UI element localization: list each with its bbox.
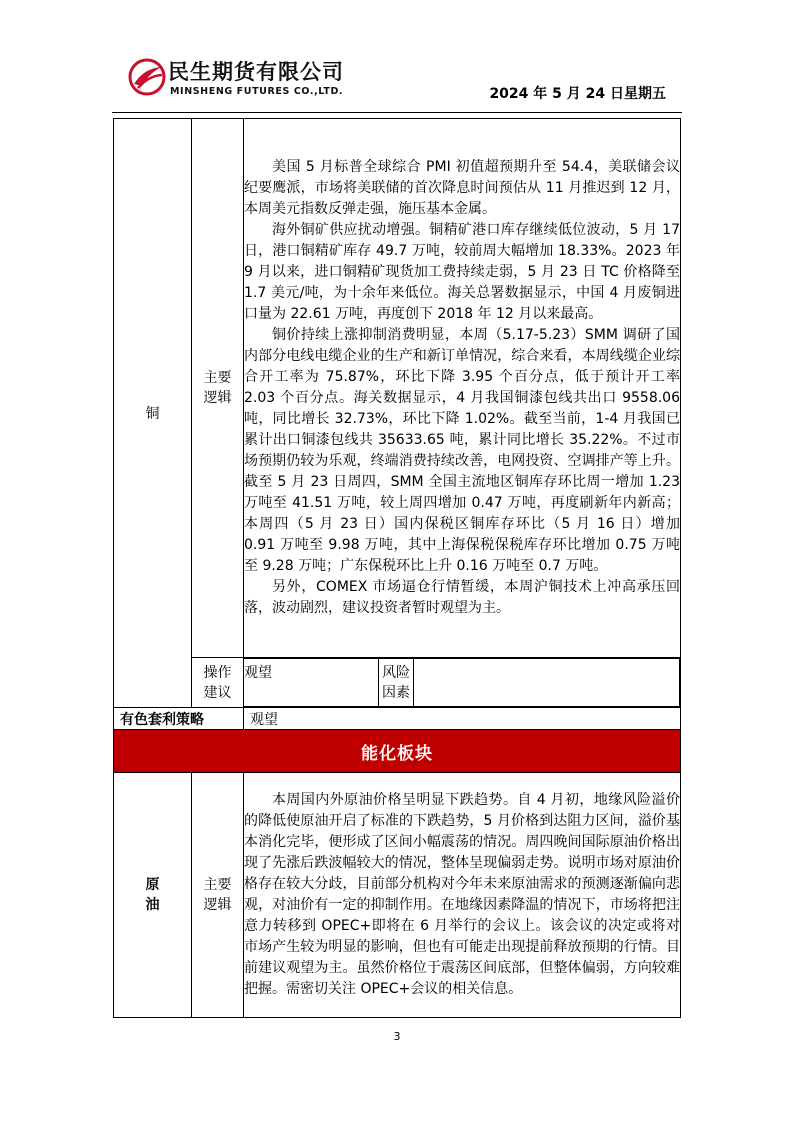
risk-value: [414, 659, 680, 707]
operation-risk-subtable: [244, 658, 680, 707]
section-banner: 能化板块: [114, 730, 681, 773]
report-date: 2024 年 5 月 24 日星期五: [489, 86, 666, 102]
copper-paragraph: 美国 5 月标普全球综合 PMI 初值超预期升至 54.4，美联储会议纪要鹰派，市场将美联储的首次降息时间预估从 11 月推迟到 12 月，本周美元指数反弹走强，施压基本金属。: [244, 159, 680, 217]
copper-paragraph: 另外，COMEX 市场逼仓行情暂缓，本周沪铜技术上冲高承压回落，波动剧烈，建议投资者暂时观望为主。: [244, 579, 680, 616]
arbitrage-row: [114, 708, 681, 730]
copper-logic-label-cell: [192, 119, 244, 658]
crude-paragraph: 本周国内外原油价格呈明显下跌趋势。自 4 月初，地缘风险溢价的降低使原油开启了标准的下跌趋势，5 月价格到达阻力区间，溢价基本消化完毕，便形成了区间小幅震荡的情况。周四晚间国际原油价格出现了先涨后跌波幅较大的情况，整体呈现偏弱走势。说明市场对原油价格存在较大分歧，目前部分机构对今年未来原油需求的预测逐渐偏向悲观，对油价有一定的抑制作用。在地缘因素降温的情况下，市场将把注意力转移到 OPEC+即将在 6 月举行的会议上。该会议的决定或将对市场产生较为明显的影响，但也有可能走出现提前释放预期的行情。目前建议观望为主。虽然价格位于震荡区间底部，但整体偏弱，方向较难把握。需密切关注 OPEC+会议的相关信息。: [244, 792, 680, 997]
copper-paragraph: 铜价持续上涨抑制消费明显，本周（5.17-5.23）SMM 调研了国内部分电线电缆企业的生产和新订单情况，综合来看，本周线缆企业综合开工率为 75.87%，环比下降 3.95 个百分点，低于预计开工率 2.03 个百分点。海关数据显示，4 月我国铜漆包线共出口 9558.06 吨，同比增长 32.73%，环比下降 1.02%。截至当前，1-4 月我国已累计出口铜漆包线共 35633.65 吨，累计同比增长 35.22%。不过市场预期仍较为乐观，终端消费持续改善，电网投资、空调排产等上升。截至 5 月 23 日周四，SMM 全国主流地区铜库存环比周一增加 1.23 万吨至 41.51 万吨，较上周四增加 0.47 万吨，再度刷新年内新高；本周四（5 月 23 日）国内保税区铜库存环比（5 月 16 日）增加 0.91 万吨至 9.98 万吨，其中上海保税保税库存环比增加 0.75 万吨至 9.28 万吨；广东保税环比上升 0.16 万吨至 0.7 万吨。: [244, 327, 680, 574]
commodity-table: [113, 118, 681, 1018]
operation-label-cell: [192, 658, 244, 708]
copper-logic-label: 主要逻辑: [203, 370, 232, 406]
company-logo: [128, 56, 368, 102]
copper-logic-text: [244, 119, 681, 658]
minsheng-logo-icon: [128, 58, 166, 96]
crude-logic-label-cell: [192, 773, 244, 1018]
arbitrage-value: 观望: [244, 708, 681, 730]
logo-english-name: MINSHENG FUTURES CO.,LTD.: [170, 86, 344, 97]
crude-name: 原油: [145, 877, 160, 913]
logo-chinese-name: 民生期货有限公司: [168, 60, 344, 84]
crude-name-cell: [114, 773, 192, 1018]
copper-name: 铜: [145, 406, 160, 422]
copper-name-cell: [114, 119, 192, 708]
page-header: [0, 0, 794, 120]
operation-label: 操作建议: [203, 664, 232, 701]
page-number: 3: [393, 1030, 401, 1043]
crude-logic-row: [114, 773, 681, 1018]
section-banner-row: [114, 730, 681, 773]
crude-logic-text: [244, 773, 681, 1018]
copper-paragraph: 海外铜矿供应扰动增强。铜精矿港口库存继续低位波动，5 月 17 日，港口铜精矿库存 49.7 万吨，较前周大幅增加 18.33%。2023 年 9 月以来，进口铜精矿现货加工费持续走弱，5 月 23 日 TC 价格降至 1.7 美元/吨，为十余年来低位。海关总署数据显示，中国 4 月废铜进口量为 22.61 万吨，再度创下 2018 年 12 月以来最高。: [244, 222, 680, 322]
crude-logic-label: 主要逻辑: [203, 877, 232, 913]
header-divider: [112, 112, 682, 113]
copper-logic-row: [114, 119, 681, 658]
risk-label-cell: [379, 659, 414, 707]
copper-operation-row: [114, 658, 681, 708]
risk-label: 风险因素: [382, 664, 410, 701]
operation-value: 观望: [244, 659, 379, 707]
operation-risk-cell: [244, 658, 681, 708]
arbitrage-label: 有色套利策略: [114, 708, 244, 730]
